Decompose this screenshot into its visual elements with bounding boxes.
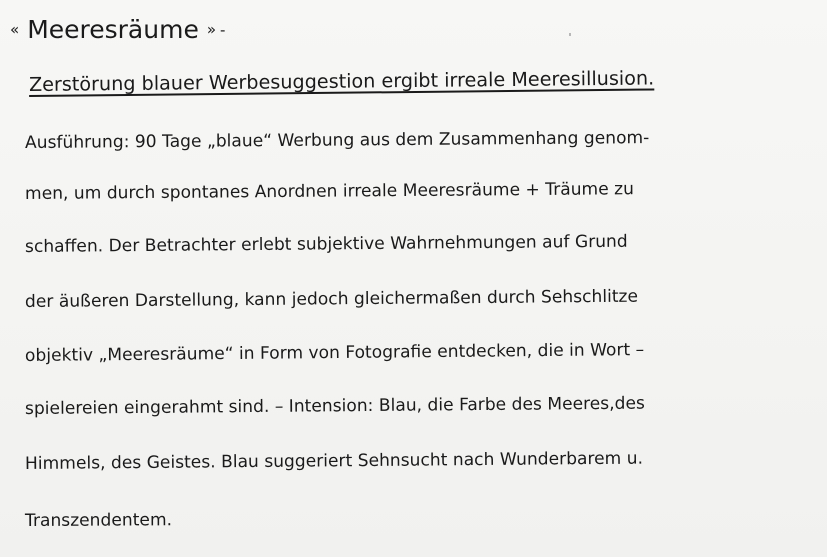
title-close-quote: » [206,20,217,39]
body-line: spielereien eingerahmt sind. – Intension: Blau, die Farbe des Meeres,des [24,393,645,419]
title-line [10,12,225,47]
body-line: der äußeren Darstellung, kann jedoch gleichermaßen durch Sehschlitze [24,286,639,312]
headline: Zerstörung blauer Werbesuggestion ergibt irreale Meeresillusion. [28,66,655,96]
page-title: Meeresräume [27,14,199,44]
body-line: Ausführung: 90 Tage „blaue“ Werbung aus dem Zusammenhang genom- [24,128,650,153]
title-open-quote: « [10,20,20,39]
scan-speck [569,33,571,36]
body-line: Transzendentem. [24,510,173,531]
body-line: Himmels, des Geistes. Blau suggeriert Sehnsucht nach Wunderbarem u. [24,448,644,474]
body-line: objektiv „Meeresräume“ in Form von Fotografie entdecken, die in Wort – [24,340,645,366]
body-line: schaffen. Der Betrachter erlebt subjektive Wahrnehmungen auf Grund [24,231,628,257]
body-line: men, um durch spontanes Anordnen irreale Meeresräume + Träume zu [24,179,634,204]
title-dash: - [220,20,226,39]
